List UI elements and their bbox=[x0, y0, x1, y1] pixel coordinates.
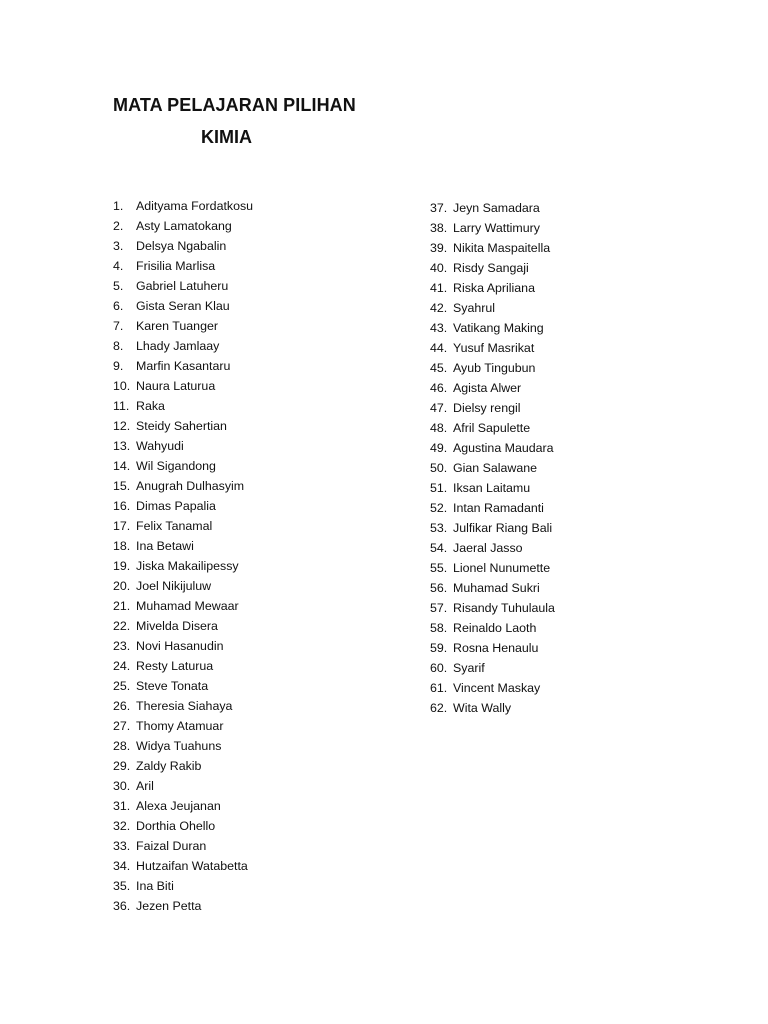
student-number: 27. bbox=[113, 719, 131, 733]
student-list-item bbox=[113, 276, 253, 296]
student-name: Karen Tuanger bbox=[136, 319, 218, 333]
student-name: Dimas Papalia bbox=[136, 499, 216, 513]
student-name: Larry Wattimury bbox=[453, 221, 540, 235]
student-number: 46. bbox=[430, 381, 448, 395]
student-name: Widya Tuahuns bbox=[136, 739, 222, 753]
student-number: 35. bbox=[113, 879, 131, 893]
student-list-item bbox=[430, 678, 555, 698]
student-name: Aril bbox=[136, 779, 154, 793]
student-name: Alexa Jeujanan bbox=[136, 799, 221, 813]
student-list-item bbox=[430, 438, 555, 458]
student-list-item bbox=[113, 416, 253, 436]
student-list-column-2 bbox=[430, 198, 555, 718]
student-list-item bbox=[430, 418, 555, 438]
student-list-item bbox=[113, 736, 253, 756]
student-list-item bbox=[113, 376, 253, 396]
student-list-item bbox=[430, 278, 555, 298]
student-list-item bbox=[430, 298, 555, 318]
student-list-item bbox=[113, 716, 253, 736]
student-list-item bbox=[113, 776, 253, 796]
student-name: Anugrah Dulhasyim bbox=[136, 479, 245, 493]
student-number: 5. bbox=[113, 279, 124, 293]
student-name: Muhamad Mewaar bbox=[136, 599, 239, 613]
student-number: 53. bbox=[430, 521, 448, 535]
document-subtitle: KIMIA bbox=[201, 127, 252, 147]
student-number: 55. bbox=[430, 561, 448, 575]
student-number: 40. bbox=[430, 261, 448, 275]
student-name: Syahrul bbox=[453, 301, 496, 315]
student-list-item bbox=[430, 598, 555, 618]
student-list-item bbox=[430, 358, 555, 378]
student-name: Delsya Ngabalin bbox=[136, 239, 227, 253]
student-name: Ayub Tingubun bbox=[453, 361, 536, 375]
student-name: Ina Biti bbox=[136, 879, 174, 893]
student-name: Mivelda Disera bbox=[136, 619, 218, 633]
student-number: 13. bbox=[113, 439, 131, 453]
student-name: Jaeral Jasso bbox=[453, 541, 523, 555]
student-number: 11. bbox=[113, 399, 130, 413]
student-number: 43. bbox=[430, 321, 448, 335]
student-list-item bbox=[113, 796, 253, 816]
student-name: Reinaldo Laoth bbox=[453, 621, 537, 635]
student-number: 49. bbox=[430, 441, 448, 455]
student-list-item bbox=[430, 258, 555, 278]
student-name: Faizal Duran bbox=[136, 839, 207, 853]
student-name: Wahyudi bbox=[136, 439, 184, 453]
student-list-item bbox=[113, 536, 253, 556]
student-list-item bbox=[113, 896, 253, 916]
student-number: 33. bbox=[113, 839, 131, 853]
student-name: Steve Tonata bbox=[136, 679, 209, 693]
student-name: Theresia Siahaya bbox=[136, 699, 233, 713]
student-number: 18. bbox=[113, 539, 131, 553]
student-name: Frisilia Marlisa bbox=[136, 259, 216, 273]
student-number: 62. bbox=[430, 701, 448, 715]
student-list-item bbox=[113, 476, 253, 496]
student-name: Zaldy Rakib bbox=[136, 759, 202, 773]
student-list-item bbox=[430, 218, 555, 238]
student-name: Vatikang Making bbox=[453, 321, 544, 335]
student-list-item bbox=[113, 676, 253, 696]
student-list-item bbox=[113, 356, 253, 376]
student-list-item bbox=[113, 256, 253, 276]
student-list-item bbox=[113, 496, 253, 516]
student-name: Afril Sapulette bbox=[453, 421, 531, 435]
student-name: Jezen Petta bbox=[136, 899, 202, 913]
student-number: 37. bbox=[430, 201, 448, 215]
student-list-item bbox=[430, 478, 555, 498]
student-list-item bbox=[430, 538, 555, 558]
student-number: 16. bbox=[113, 499, 131, 513]
student-number: 4. bbox=[113, 259, 124, 273]
student-number: 30. bbox=[113, 779, 131, 793]
student-list-item bbox=[113, 816, 253, 836]
document-title: MATA PELAJARAN PILIHAN bbox=[113, 95, 356, 115]
student-number: 42. bbox=[430, 301, 448, 315]
student-list-item bbox=[113, 196, 253, 216]
student-name: Novi Hasanudin bbox=[136, 639, 224, 653]
student-name: Asty Lamatokang bbox=[136, 219, 232, 233]
student-number: 60. bbox=[430, 661, 448, 675]
student-number: 20. bbox=[113, 579, 131, 593]
student-number: 6. bbox=[113, 299, 124, 313]
student-number: 59. bbox=[430, 641, 448, 655]
student-number: 34. bbox=[113, 859, 131, 873]
student-number: 28. bbox=[113, 739, 131, 753]
student-name: Nikita Maspaitella bbox=[453, 241, 551, 255]
student-number: 1. bbox=[113, 199, 124, 213]
student-list-item bbox=[430, 458, 555, 478]
student-name: Syarif bbox=[453, 661, 485, 675]
student-number: 44. bbox=[430, 341, 448, 355]
student-number: 52. bbox=[430, 501, 448, 515]
student-name: Joel Nikijuluw bbox=[136, 579, 212, 593]
student-name: Jeyn Samadara bbox=[453, 201, 540, 215]
student-number: 23. bbox=[113, 639, 131, 653]
student-list-item bbox=[113, 696, 253, 716]
student-list-item bbox=[430, 558, 555, 578]
student-name: Vincent Maskay bbox=[453, 681, 541, 695]
student-number: 3. bbox=[113, 239, 124, 253]
student-list-item bbox=[113, 616, 253, 636]
student-number: 25. bbox=[113, 679, 131, 693]
student-name: Wil Sigandong bbox=[136, 459, 216, 473]
student-list-item bbox=[113, 856, 253, 876]
student-number: 36. bbox=[113, 899, 131, 913]
student-list-item bbox=[430, 318, 555, 338]
student-name: Intan Ramadanti bbox=[453, 501, 544, 515]
student-name: Gian Salawane bbox=[453, 461, 538, 475]
student-number: 24. bbox=[113, 659, 131, 673]
student-list-item bbox=[430, 338, 555, 358]
student-list-item bbox=[113, 596, 253, 616]
student-list-item bbox=[430, 518, 555, 538]
student-name: Risandy Tuhulaula bbox=[453, 601, 555, 615]
student-list-item bbox=[113, 636, 253, 656]
student-number: 29. bbox=[113, 759, 131, 773]
student-list-item bbox=[430, 618, 555, 638]
student-list-item bbox=[113, 836, 253, 856]
student-number: 31. bbox=[113, 799, 131, 813]
student-name: Steidy Sahertian bbox=[136, 419, 227, 433]
student-list-item bbox=[113, 516, 253, 536]
student-name: Gabriel Latuheru bbox=[136, 279, 229, 293]
student-list-item bbox=[430, 578, 555, 598]
student-name: Lhady Jamlaay bbox=[136, 339, 220, 353]
student-list-item bbox=[113, 296, 253, 316]
student-list-item bbox=[430, 498, 555, 518]
student-name: Marfin Kasantaru bbox=[136, 359, 231, 373]
student-number: 14. bbox=[113, 459, 131, 473]
student-name: Lionel Nunumette bbox=[453, 561, 551, 575]
student-number: 17. bbox=[113, 519, 131, 533]
student-list-column-1 bbox=[113, 196, 253, 916]
student-number: 2. bbox=[113, 219, 124, 233]
student-list-item bbox=[113, 656, 253, 676]
student-name: Felix Tanamal bbox=[136, 519, 213, 533]
student-number: 56. bbox=[430, 581, 448, 595]
student-number: 57. bbox=[430, 601, 448, 615]
student-number: 21. bbox=[113, 599, 131, 613]
student-number: 54. bbox=[430, 541, 448, 555]
student-list-item bbox=[113, 436, 253, 456]
student-list-item bbox=[113, 216, 253, 236]
student-number: 15. bbox=[113, 479, 131, 493]
student-list-item bbox=[113, 576, 253, 596]
student-name: Agista Alwer bbox=[453, 381, 522, 395]
student-name: Jiska Makailipessy bbox=[136, 559, 239, 573]
student-number: 32. bbox=[113, 819, 131, 833]
student-number: 9. bbox=[113, 359, 124, 373]
student-name: Risdy Sangaji bbox=[453, 261, 529, 275]
student-list-item bbox=[113, 456, 253, 476]
student-number: 10. bbox=[113, 379, 131, 393]
student-list-item bbox=[113, 396, 253, 416]
student-name: Thomy Atamuar bbox=[136, 719, 224, 733]
student-name: Dielsy rengil bbox=[453, 401, 521, 415]
student-list-item bbox=[430, 698, 555, 718]
student-name: Agustina Maudara bbox=[453, 441, 554, 455]
student-name: Resty Laturua bbox=[136, 659, 214, 673]
student-name: Raka bbox=[136, 399, 165, 413]
student-number: 41. bbox=[430, 281, 448, 295]
student-number: 47. bbox=[430, 401, 448, 415]
student-number: 48. bbox=[430, 421, 448, 435]
student-number: 58. bbox=[430, 621, 448, 635]
student-number: 50. bbox=[430, 461, 448, 475]
student-list-item bbox=[430, 658, 555, 678]
student-list-item bbox=[113, 236, 253, 256]
student-name: Ina Betawi bbox=[136, 539, 194, 553]
student-name: Yusuf Masrikat bbox=[453, 341, 535, 355]
student-name: Naura Laturua bbox=[136, 379, 216, 393]
student-name: Iksan Laitamu bbox=[453, 481, 531, 495]
student-list-item bbox=[430, 238, 555, 258]
student-name: Wita Wally bbox=[453, 701, 512, 715]
student-number: 45. bbox=[430, 361, 448, 375]
student-number: 12. bbox=[113, 419, 131, 433]
student-name: Muhamad Sukri bbox=[453, 581, 540, 595]
student-number: 7. bbox=[113, 319, 124, 333]
student-number: 22. bbox=[113, 619, 131, 633]
student-number: 26. bbox=[113, 699, 131, 713]
student-number: 51. bbox=[430, 481, 448, 495]
student-name: Adityama Fordatkosu bbox=[136, 199, 254, 213]
student-name: Gista Seran Klau bbox=[136, 299, 230, 313]
student-list-item bbox=[430, 398, 555, 418]
student-list-item bbox=[113, 316, 253, 336]
student-name: Rosna Henaulu bbox=[453, 641, 539, 655]
student-list-item bbox=[113, 336, 253, 356]
student-name: Julfikar Riang Bali bbox=[453, 521, 553, 535]
student-number: 19. bbox=[113, 559, 131, 573]
student-list-item bbox=[113, 556, 253, 576]
student-list-item bbox=[430, 198, 555, 218]
student-list-item bbox=[430, 638, 555, 658]
student-name: Riska Apriliana bbox=[453, 281, 535, 295]
student-number: 8. bbox=[113, 339, 124, 353]
student-number: 38. bbox=[430, 221, 448, 235]
student-list-item bbox=[113, 756, 253, 776]
student-list-item bbox=[430, 378, 555, 398]
student-name: Hutzaifan Watabetta bbox=[136, 859, 248, 873]
student-name: Dorthia Ohello bbox=[136, 819, 216, 833]
student-number: 61. bbox=[430, 681, 448, 695]
student-list-item bbox=[113, 876, 253, 896]
student-number: 39. bbox=[430, 241, 448, 255]
